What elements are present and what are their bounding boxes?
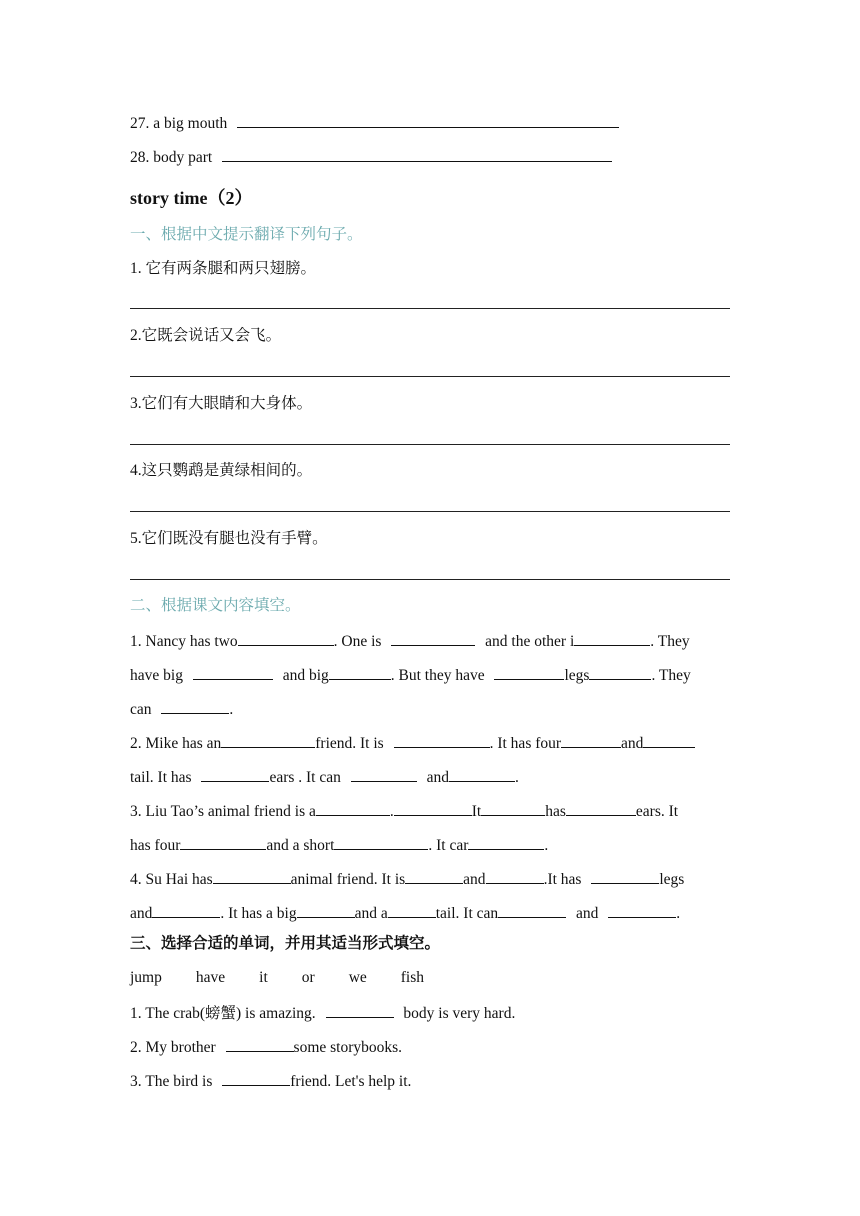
part1-header: 一、根据中文提示翻译下列句子。 <box>130 226 363 243</box>
answer-line-3[interactable] <box>130 444 730 445</box>
q-text: It <box>471 803 482 820</box>
q-text: 2. Mike has an <box>130 735 222 752</box>
q-text: . It has four <box>489 735 562 752</box>
answer-blank[interactable] <box>388 902 436 918</box>
q-text: and <box>463 871 486 888</box>
q-text: body is very hard. <box>403 1005 516 1022</box>
q-text: animal friend. It is <box>290 871 406 888</box>
answer-blank[interactable] <box>494 664 564 680</box>
part3-header: 三、选择合适的单词，并用其适当形式填空。 <box>130 935 441 952</box>
answer-blank[interactable] <box>180 834 266 850</box>
answer-line-4[interactable] <box>130 511 730 512</box>
q-text: and <box>130 905 153 922</box>
answer-blank[interactable] <box>574 630 650 646</box>
choice-item-1 <box>130 1002 515 1024</box>
q-text: tail. It has <box>130 769 192 786</box>
answer-blank[interactable] <box>643 732 695 748</box>
fill-q4-line1 <box>130 868 684 890</box>
translation-prompt-3: 3.它们有大眼睛和大身体。 <box>130 395 313 412</box>
q-text: 4. Su Hai has <box>130 871 213 888</box>
q-text: legs <box>659 871 685 888</box>
fill-q2-line2 <box>130 766 519 788</box>
part2-header: 二、根据课文内容填空。 <box>130 597 301 614</box>
vocab-item-28 <box>130 146 612 168</box>
answer-blank[interactable] <box>486 868 544 884</box>
choice-item-2 <box>130 1036 402 1058</box>
fill-q1-line2 <box>130 664 691 686</box>
q-text: . <box>515 769 519 786</box>
q-text: . They <box>651 667 691 684</box>
answer-blank[interactable] <box>391 630 475 646</box>
q-text: friend. It is <box>315 735 384 752</box>
fill-q1-line1 <box>130 630 690 652</box>
answer-blank[interactable] <box>394 732 490 748</box>
answer-blank[interactable] <box>316 800 390 816</box>
q-text: . But they have <box>390 667 485 684</box>
word-bank-item: fish <box>400 969 425 986</box>
answer-blank[interactable] <box>237 112 619 128</box>
vocab-item-27 <box>130 112 619 134</box>
fill-q3-line1 <box>130 800 678 822</box>
q-text: and big <box>282 667 329 684</box>
q-text: some storybooks. <box>293 1039 403 1056</box>
answer-blank[interactable] <box>222 1070 290 1086</box>
item-number: 27. <box>130 115 150 132</box>
q-text: . It has a big <box>220 905 297 922</box>
q-text: . One is <box>333 633 382 650</box>
q-text: 2. My brother <box>130 1039 216 1056</box>
answer-blank[interactable] <box>498 902 566 918</box>
q-text: and <box>426 769 450 786</box>
q-text: and a <box>354 905 388 922</box>
translation-prompt-5: 5.它们既没有腿也没有手臂。 <box>130 530 328 547</box>
translation-prompt-4: 4.这只鹦鹉是黄绿相间的。 <box>130 462 313 479</box>
answer-blank[interactable] <box>351 766 417 782</box>
answer-blank[interactable] <box>591 868 659 884</box>
answer-blank[interactable] <box>297 902 355 918</box>
q-text: and the other i <box>485 633 575 650</box>
answer-blank[interactable] <box>161 698 229 714</box>
answer-blank[interactable] <box>226 1036 294 1052</box>
answer-blank[interactable] <box>481 800 545 816</box>
section-title: story time（2） <box>130 188 253 208</box>
answer-blank[interactable] <box>222 146 612 162</box>
answer-line-2[interactable] <box>130 376 730 377</box>
q-text: and <box>621 735 644 752</box>
q-text: . <box>676 905 681 922</box>
answer-blank[interactable] <box>405 868 463 884</box>
answer-blank[interactable] <box>201 766 269 782</box>
answer-blank[interactable] <box>152 902 220 918</box>
q-text: . It car <box>428 837 469 854</box>
answer-blank[interactable] <box>329 664 391 680</box>
answer-blank[interactable] <box>589 664 651 680</box>
q-text: . They <box>650 633 690 650</box>
translation-prompt-2: 2.它既会说话又会飞。 <box>130 327 282 344</box>
fill-q2-line1 <box>130 732 695 754</box>
q-text: tail. It can <box>435 905 499 922</box>
answer-blank[interactable] <box>326 1002 394 1018</box>
q-text: ears. It <box>635 803 679 820</box>
q-text: . <box>544 837 549 854</box>
vocab-text: a big mouth <box>153 115 228 132</box>
fill-q1-line3 <box>130 698 233 720</box>
word-bank-item: we <box>348 969 367 986</box>
q-text: legs <box>564 667 590 684</box>
q-text: . <box>229 701 234 718</box>
answer-blank[interactable] <box>566 800 636 816</box>
answer-blank[interactable] <box>238 630 334 646</box>
answer-blank[interactable] <box>213 868 291 884</box>
answer-line-1[interactable] <box>130 308 730 309</box>
vocab-text: body part <box>153 149 213 166</box>
answer-blank[interactable] <box>334 834 428 850</box>
word-bank-item: have <box>195 969 226 986</box>
q-text: .It has <box>543 871 582 888</box>
answer-blank[interactable] <box>468 834 544 850</box>
word-bank-item: jump <box>130 969 162 986</box>
q-text: can <box>130 701 152 718</box>
q-text: and a short <box>266 837 335 854</box>
answer-blank[interactable] <box>449 766 515 782</box>
item-number: 28. <box>130 149 150 166</box>
q-text: 1. Nancy has two <box>130 633 238 650</box>
q-text: and <box>576 905 599 922</box>
fill-q4-line2 <box>130 902 680 924</box>
answer-blank[interactable] <box>608 902 676 918</box>
q-text: has four <box>130 837 181 854</box>
fill-q3-line2 <box>130 834 548 856</box>
answer-blank[interactable] <box>221 732 315 748</box>
choice-item-3 <box>130 1070 411 1092</box>
q-text: ears . It can <box>269 769 341 786</box>
q-text: 1. The crab(螃蟹) is amazing. <box>130 1005 316 1022</box>
word-bank-item: it <box>259 969 268 986</box>
q-text: have big <box>130 667 183 684</box>
word-bank <box>130 968 458 988</box>
word-bank-item: or <box>301 969 315 986</box>
answer-line-5[interactable] <box>130 579 730 580</box>
q-text: . <box>389 803 394 820</box>
answer-blank[interactable] <box>394 800 472 816</box>
q-text: friend. Let's help it. <box>290 1073 412 1090</box>
translation-prompt-1: 1. 它有两条腿和两只翅膀。 <box>130 260 317 277</box>
q-text: 3. Liu Tao’s animal friend is a <box>130 803 316 820</box>
q-text: has <box>545 803 566 820</box>
q-text: 3. The bird is <box>130 1073 213 1090</box>
answer-blank[interactable] <box>561 732 621 748</box>
answer-blank[interactable] <box>193 664 273 680</box>
